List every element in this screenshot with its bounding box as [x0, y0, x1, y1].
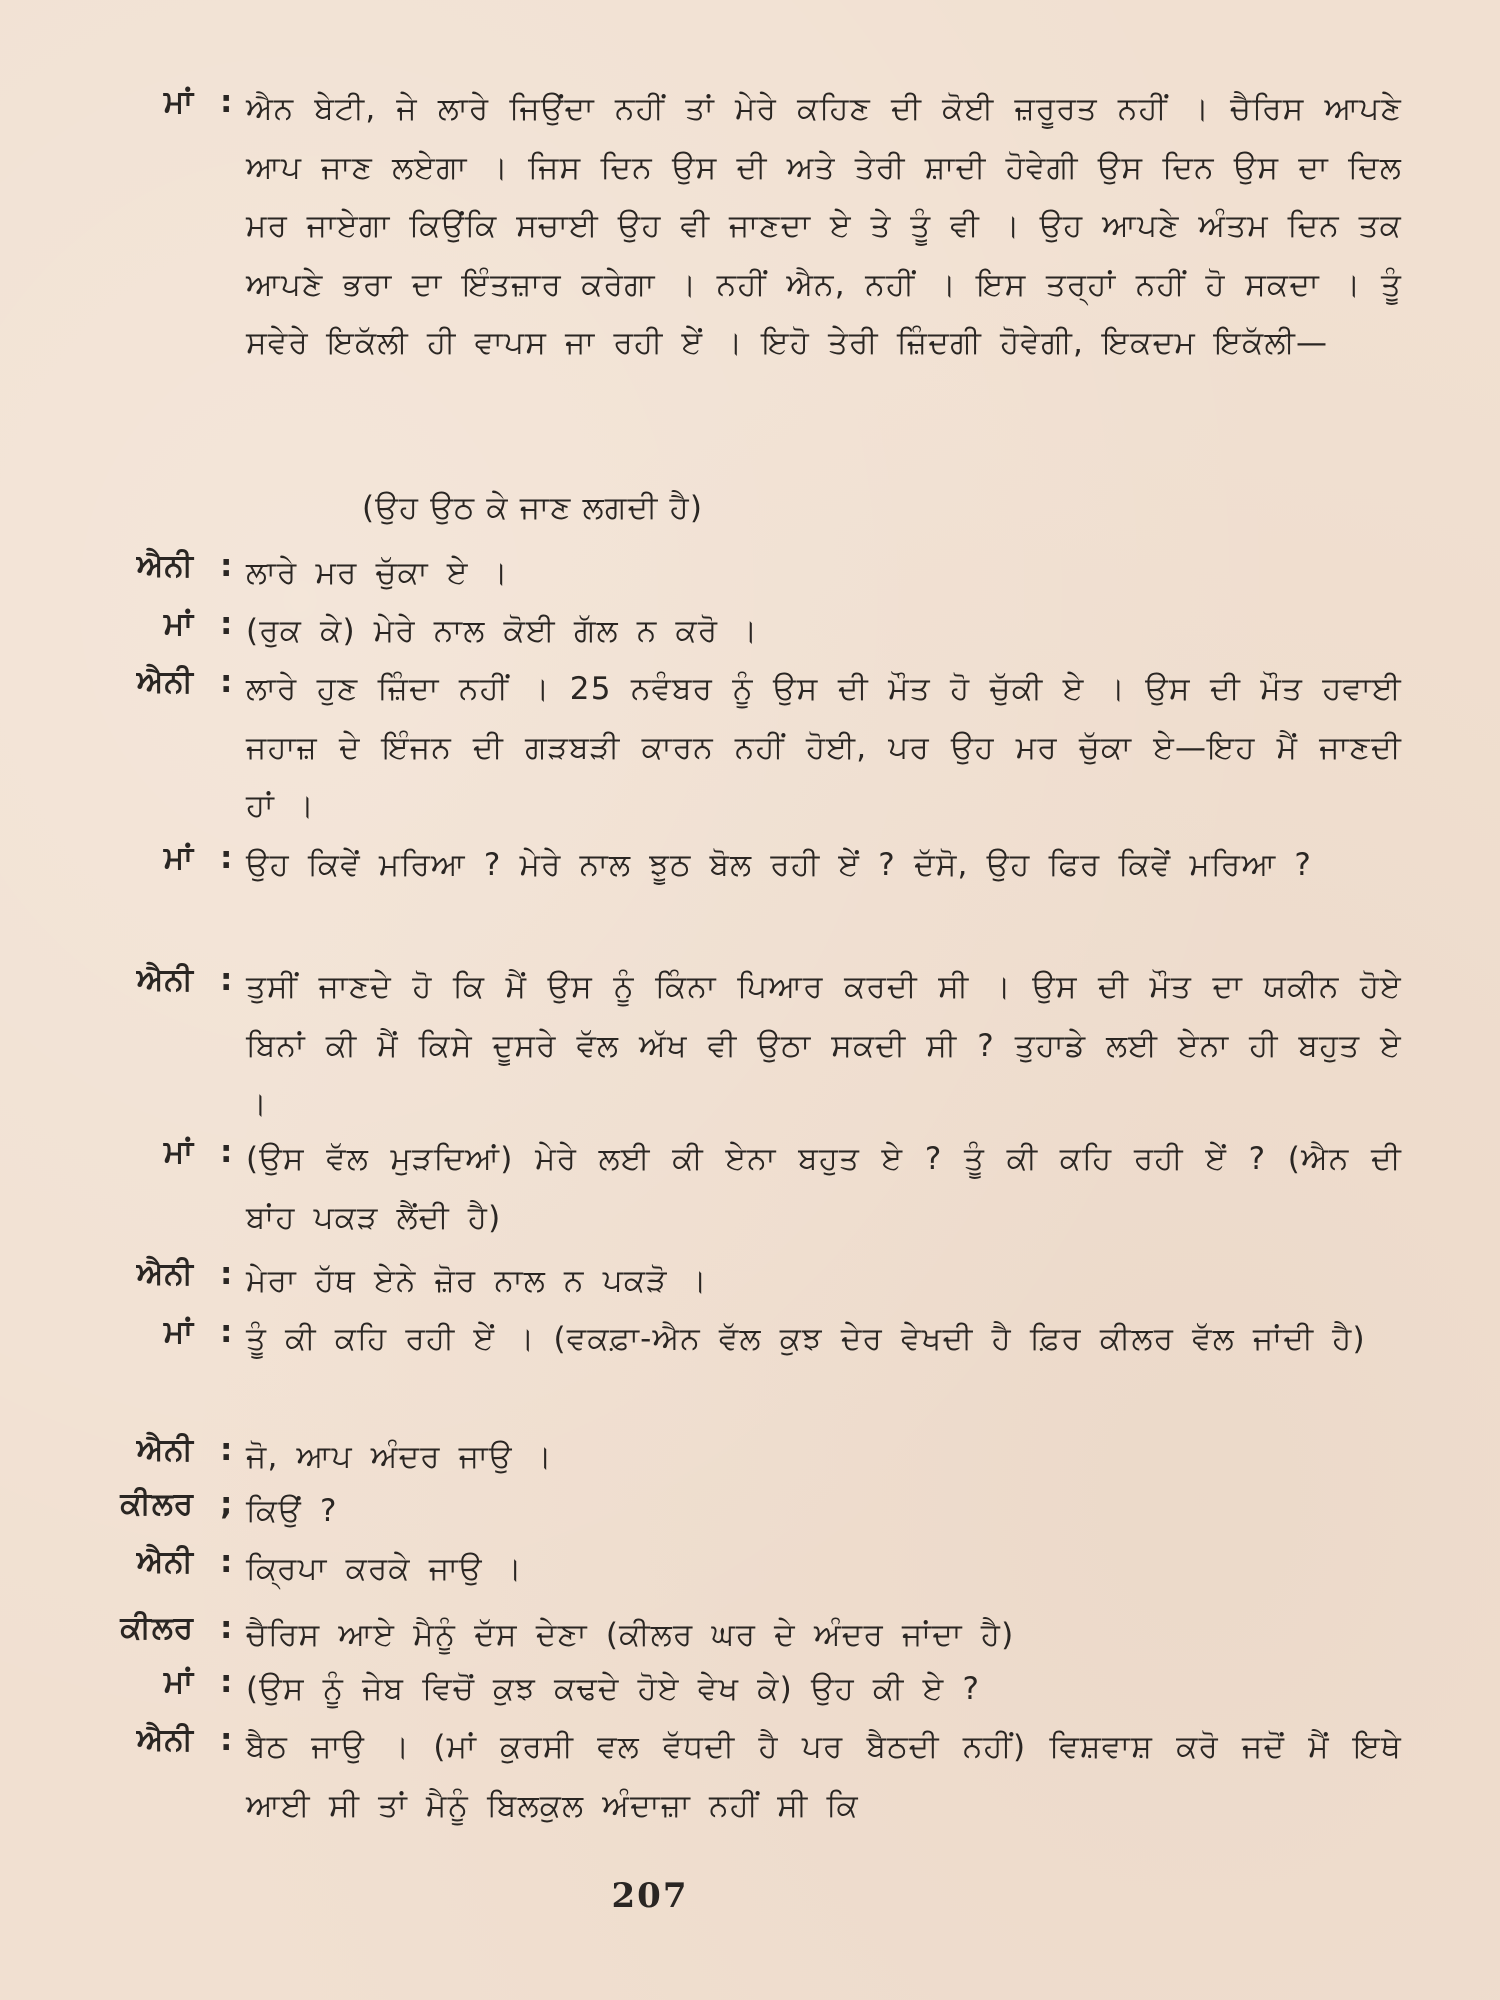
- speaker-name: ਮਾਂ: [163, 606, 194, 642]
- dialogue-text: (ਉਸ ਵੱਲ ਮੁੜਦਿਆਂ) ਮੇਰੇ ਲਈ ਕੀ ਏਨਾ ਬਹੁਤ ਏ ? ਤੂੰ ਕੀ ਕਹਿ ਰਹੀ ਏਂ ? (ਐਨ ਦੀ ਬਾਂਹ ਪਕੜ ਲੈਂਦੀ ਹੈ): [246, 1141, 1421, 1236]
- speaker-name: ਮਾਂ: [163, 840, 194, 876]
- dialogue-text: ਚੈਰਿਸ ਆਏ ਮੈਨੂੰ ਦੱਸ ਦੇਣਾ (ਕੀਲਰ ਘਰ ਦੇ ਅੰਦਰ ਜਾਂਦਾ ਹੈ): [246, 1617, 1015, 1653]
- speaker-name: ਮਾਂ: [163, 1664, 194, 1700]
- speaker-name: ਐਨੀ: [136, 1722, 194, 1758]
- speaker-name: ਐਨੀ: [136, 548, 194, 584]
- speaker-colon: :: [220, 1134, 233, 1170]
- speaker-name: ਕੀਲਰ: [120, 1610, 194, 1646]
- speaker-separator: ;: [220, 1486, 233, 1522]
- stage-direction: (ਉਹ ਉਠ ਕੇ ਜਾਣ ਲਗਦੀ ਹੈ): [362, 490, 704, 526]
- dialogue-text: ਤੂੰ ਕੀ ਕਹਿ ਰਹੀ ਏਂ । (ਵਕਫ਼ਾ-ਐਨ ਵੱਲ ਕੁਝ ਦੇਰ ਵੇਖਦੀ ਹੈ ਫ਼ਿਰ ਕੀਲਰ ਵੱਲ ਜਾਂਦੀ ਹੈ): [246, 1321, 1366, 1357]
- speaker-name: ਮਾਂ: [163, 1134, 194, 1170]
- speaker-colon: :: [220, 84, 233, 120]
- speaker-name: ਐਨੀ: [136, 1432, 194, 1468]
- speaker-colon: :: [220, 1610, 233, 1646]
- speaker-name: ਮਾਂ: [163, 1314, 194, 1350]
- dialogue-text: ਲਾਰੇ ਮਰ ਚੁੱਕਾ ਏ ।: [246, 555, 509, 591]
- speaker-colon: :: [220, 1314, 233, 1350]
- speaker-colon: :: [220, 1722, 233, 1758]
- dialogue-text: ਐਨ ਬੇਟੀ, ਜੇ ਲਾਰੇ ਜਿਉਂਦਾ ਨਹੀਂ ਤਾਂ ਮੇਰੇ ਕਹਿਣ ਦੀ ਕੋਈ ਜ਼ਰੂਰਤ ਨਹੀਂ । ਚੈਰਿਸ ਆਪਣੇ ਆਪ ਜਾਣ ਲਏਗਾ । ਜਿਸ ਦਿਨ ਉਸ ਦੀ ਅਤੇ ਤੇਰੀ ਸ਼ਾਦੀ ਹੋਵੇਗੀ ਉਸ ਦਿਨ ਉਸ ਦਾ ਦਿਲ ਮਰ ਜਾਏਗਾ ਕਿਉਂਕਿ ਸਚਾਈ ਉਹ ਵੀ ਜਾਣਦਾ ਏ ਤੇ ਤੂੰ ਵੀ । ਉਹ ਆਪਣੇ ਅੰਤਮ ਦਿਨ ਤਕ ਆਪਣੇ ਭਰਾ ਦਾ ਇੰਤਜ਼ਾਰ ਕਰੇਗਾ । ਨਹੀਂ ਐਨ, ਨਹੀਂ । ਇਸ ਤਰ੍ਹਾਂ ਨਹੀਂ ਹੋ ਸਕਦਾ । ਤੂੰ ਸਵੇਰੇ ਇਕੱਲੀ ਹੀ ਵਾਪਸ ਜਾ ਰਹੀ ਏਂ । ਇਹੋ ਤੇਰੀ ਜ਼ਿੰਦਗੀ ਹੋਵੇਗੀ, ਇਕਦਮ ਇਕੱਲੀ—: [246, 91, 1421, 361]
- page-number: 207: [611, 1876, 689, 1916]
- speaker-name: ਐਨੀ: [136, 664, 194, 700]
- speaker-colon: :: [220, 548, 233, 584]
- dialogue-text: ਮੇਰਾ ਹੱਥ ਏਨੇ ਜ਼ੋਰ ਨਾਲ ਨ ਪਕੜੋ ।: [246, 1263, 708, 1299]
- dialogue-text: ਜੋ, ਆਪ ਅੰਦਰ ਜਾਉ ।: [246, 1439, 553, 1475]
- dialogue-text: ਤੁਸੀਂ ਜਾਣਦੇ ਹੋ ਕਿ ਮੈਂ ਉਸ ਨੂੰ ਕਿੰਨਾ ਪਿਆਰ ਕਰਦੀ ਸੀ । ਉਸ ਦੀ ਮੌਤ ਦਾ ਯਕੀਨ ਹੋਏ ਬਿਨਾਂ ਕੀ ਮੈਂ ਕਿਸੇ ਦੂਸਰੇ ਵੱਲ ਅੱਖ ਵੀ ਉਠਾ ਸਕਦੀ ਸੀ ? ਤੁਹਾਡੇ ਲਈ ਏਨਾ ਹੀ ਬਹੁਤ ਏ ।: [246, 969, 1421, 1122]
- speaker-colon: :: [220, 1432, 233, 1468]
- speaker-name: ਐਨੀ: [136, 962, 194, 998]
- speaker-colon: :: [220, 840, 233, 876]
- speaker-name: ਮਾਂ: [163, 84, 194, 120]
- speaker-name: ਐਨੀ: [136, 1256, 194, 1292]
- dialogue-text: (ਰੁਕ ਕੇ) ਮੇਰੇ ਨਾਲ ਕੋਈ ਗੱਲ ਨ ਕਰੋ ।: [246, 613, 759, 649]
- dialogue-text: ਕ੍ਰਿਪਾ ਕਰਕੇ ਜਾਉ ।: [246, 1551, 523, 1587]
- speaker-colon: :: [220, 1664, 233, 1700]
- speaker-colon: :: [220, 962, 233, 998]
- speaker-colon: :: [220, 1256, 233, 1292]
- dialogue-text: (ਉਸ ਨੂੰ ਜੇਬ ਵਿਚੋਂ ਕੁਝ ਕਢਦੇ ਹੋਏ ਵੇਖ ਕੇ) ਉਹ ਕੀ ਏ ?: [246, 1671, 981, 1707]
- speaker-name: ਐਨੀ: [136, 1544, 194, 1580]
- speaker-name: ਕੀਲਰ: [120, 1486, 194, 1522]
- speaker-colon: :: [220, 664, 233, 700]
- dialogue-text: ਲਾਰੇ ਹੁਣ ਜ਼ਿੰਦਾ ਨਹੀਂ । 25 ਨਵੰਬਰ ਨੂੰ ਉਸ ਦੀ ਮੌਤ ਹੋ ਚੁੱਕੀ ਏ । ਉਸ ਦੀ ਮੌਤ ਹਵਾਈ ਜਹਾਜ਼ ਦੇ ਇੰਜਨ ਦੀ ਗੜਬੜੀ ਕਾਰਨ ਨਹੀਂ ਹੋਈ, ਪਰ ਉਹ ਮਰ ਚੁੱਕਾ ਏ—ਇਹ ਮੈਂ ਜਾਣਦੀ ਹਾਂ ।: [246, 671, 1421, 824]
- dialogue-text: ਉਹ ਕਿਵੇਂ ਮਰਿਆ ? ਮੇਰੇ ਨਾਲ ਝੂਠ ਬੋਲ ਰਹੀ ਏਂ ? ਦੱਸੋ, ਉਹ ਫਿਰ ਕਿਵੇਂ ਮਰਿਆ ?: [246, 847, 1313, 883]
- speaker-colon: :: [220, 1544, 233, 1580]
- speaker-colon: :: [220, 606, 233, 642]
- dialogue-text: ਕਿਉਂ ?: [246, 1493, 338, 1529]
- dialogue-text: ਬੈਠ ਜਾਉ । (ਮਾਂ ਕੁਰਸੀ ਵਲ ਵੱਧਦੀ ਹੈ ਪਰ ਬੈਠਦੀ ਨਹੀਂ) ਵਿਸ਼ਵਾਸ਼ ਕਰੋ ਜਦੋਂ ਮੈਂ ਇਥੇ ਆਈ ਸੀ ਤਾਂ ਮੈਨੂੰ ਬਿਲਕੁਲ ਅੰਦਾਜ਼ਾ ਨਹੀਂ ਸੀ ਕਿ: [246, 1729, 1421, 1824]
